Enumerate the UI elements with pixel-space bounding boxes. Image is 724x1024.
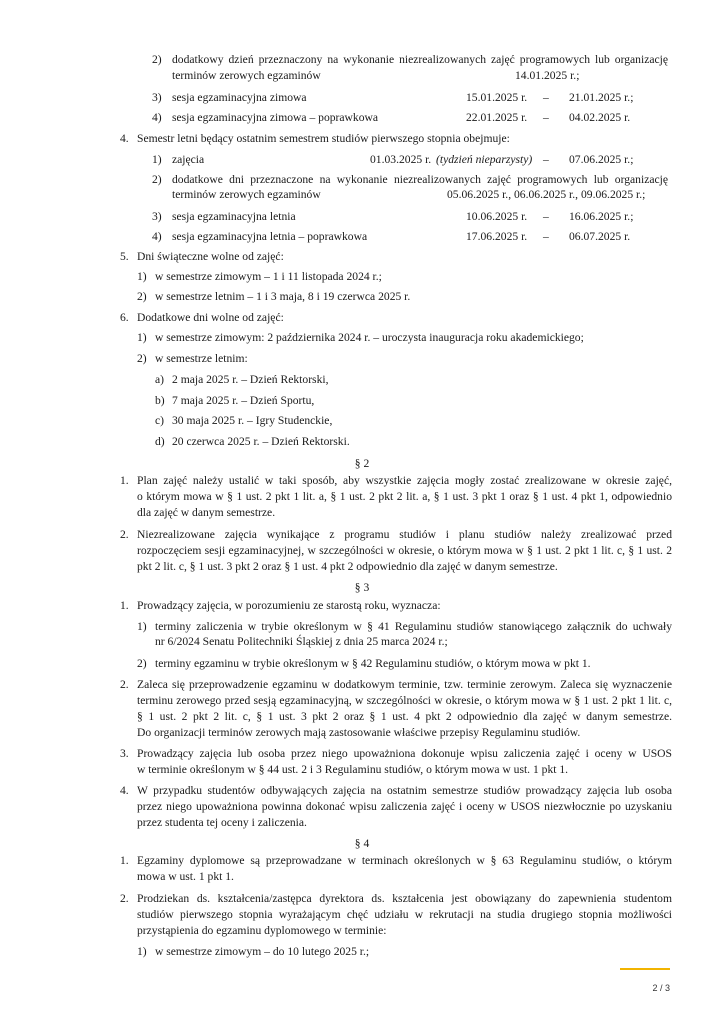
- paragraph-text: pkt 2 lit. c, § 1 ust. 3 pkt 2 oraz § 1 ust. 4 pkt 2 odpowiednio dla zajęć w danym semestrze.: [137, 560, 558, 573]
- date-note: (tydzień nieparzysty): [436, 153, 533, 166]
- paragraph-text: Do organizacji terminów zerowych mają zastosowanie właściwe przepisy Regulaminu studiów.: [137, 726, 581, 739]
- paragraph-number: 4.: [120, 132, 129, 145]
- list-item-text: sesja egzaminacyjna zimowa: [172, 91, 307, 104]
- list-item-text: sesja egzaminacyjna zimowa – poprawkowa: [172, 111, 379, 124]
- paragraph-number: 6.: [120, 311, 129, 324]
- paragraph-text: w terminie określonym w § 44 ust. 2 i 3 Regulaminu studiów, o którym mowa w ust. 1 pkt 1.: [137, 763, 569, 776]
- paragraph-text: Zaleca się przeprowadzenie egzaminu w dodatkowym terminie, tzw. terminie zerowym. Zaleca się wyznaczenie: [137, 678, 672, 691]
- paragraph-text: przez niego upoważniona powinna dokonać wpisu zaliczenia zajęć i oceny w USOS niezwłocznie po uzyskaniu: [137, 800, 672, 813]
- paragraph-number: 2.: [120, 678, 129, 691]
- list-item-text: 20 czerwca 2025 r. – Dzień Rektorski.: [172, 435, 350, 448]
- paragraph-text: W przypadku studentów odbywających zajęcia na ostatnim semestrze studiów prowadzący zajęcia lub osoba: [137, 784, 672, 797]
- item-letter: c): [155, 414, 165, 427]
- paragraph-text: o którym mowa w § 1 ust. 2 pkt 1 lit. a, § 1 ust. 2 pkt 2 lit. a, § 1 ust. 3 pkt 1 oraz § 1 ust. 4 pkt 1, odpowiednio: [137, 490, 672, 503]
- paragraph-number: 1.: [120, 599, 129, 612]
- item-letter: a): [155, 373, 165, 386]
- paragraph-number: 5.: [120, 250, 129, 263]
- list-item-text: dodatkowe dni przeznaczone na wykonanie niezrealizowanych zajęć programowych lub organizację: [172, 173, 668, 186]
- item-letter: b): [155, 394, 165, 407]
- list-item-text: terminy egzaminu w trybie określonym w § 42 Regulaminu studiów, o którym mowa w pkt 1.: [155, 657, 591, 670]
- item-number: 4): [152, 111, 162, 124]
- item-letter: d): [155, 435, 165, 448]
- section-heading: § 4: [354, 837, 370, 850]
- paragraph-text: przystąpienia do egzaminu dyplomowego w terminie:: [137, 924, 387, 937]
- paragraph-text: Prodziekan ds. kształcenia/zastępca dyrektora ds. kształcenia jest obowiązany do zapewnienia studentom: [137, 892, 672, 905]
- date-from: 01.03.2025 r.: [370, 153, 432, 166]
- paragraph-number: 1.: [120, 474, 129, 487]
- date-to: 07.06.2025 r.;: [569, 153, 634, 166]
- item-number: 2): [137, 657, 147, 670]
- date-from: 17.06.2025 r.: [466, 230, 528, 243]
- list-item-text: sesja egzaminacyjna letnia: [172, 210, 296, 223]
- paragraph-number: 2.: [120, 528, 129, 541]
- list-item-text: sesja egzaminacyjna letnia – poprawkowa: [172, 230, 368, 243]
- paragraph-text: studiów pierwszego stopnia wyrażającym chęć udziału w rekrutacji na studia drugiego stopnia możliwości: [137, 908, 672, 921]
- item-number: 2): [152, 173, 162, 186]
- list-item-text: w semestrze zimowym – do 10 lutego 2025 r.;: [155, 945, 370, 958]
- date-from: 15.01.2025 r.: [466, 91, 528, 104]
- date-value: 05.06.2025 r., 06.06.2025 r., 09.06.2025 r.;: [447, 188, 646, 201]
- date-from: 10.06.2025 r.: [466, 210, 528, 223]
- list-item-text: dodatkowy dzień przeznaczony na wykonanie niezrealizowanych zajęć programowych lub organizację: [172, 53, 668, 66]
- item-number: 1): [137, 620, 147, 633]
- date-to: 16.06.2025 r.;: [569, 210, 634, 223]
- date-dash: –: [543, 230, 549, 243]
- list-item-text: terminów zerowych egzaminów: [172, 69, 321, 82]
- footer-accent-line: [620, 968, 670, 970]
- date-dash: –: [543, 111, 549, 124]
- paragraph-text: § 1 ust. 2 pkt 2 lit. c, § 1 ust. 3 pkt 2 oraz § 1 ust. 4 pkt 2 odpowiednio dla zajęć w danym semestrze.: [137, 710, 672, 723]
- paragraph-text: Plan zajęć należy ustalić w taki sposób, aby wszystkie zajęcia mogły zostać zrealizowane w okresie zajęć,: [137, 474, 672, 487]
- list-item-text: 30 maja 2025 r. – Igry Studenckie,: [172, 414, 333, 427]
- page-number: 2 / 3: [652, 983, 670, 993]
- item-number: 2): [137, 352, 147, 365]
- paragraph-number: 2.: [120, 892, 129, 905]
- list-item-text: zajęcia: [172, 153, 205, 166]
- paragraph-text: dla zajęć w danym semestrze.: [137, 506, 276, 519]
- list-item-text: nr 6/2024 Senatu Politechniki Śląskiej z dnia 25 marca 2024 r.;: [155, 635, 448, 648]
- paragraph-text: mowa w ust. 1 pkt 1.: [137, 870, 234, 883]
- paragraph-text: Semestr letni będący ostatnim semestrem studiów pierwszego stopnia obejmuje:: [137, 132, 510, 145]
- item-number: 1): [137, 945, 147, 958]
- item-number: 1): [137, 270, 147, 283]
- section-heading: § 3: [354, 581, 370, 594]
- paragraph-number: 3.: [120, 747, 129, 760]
- list-item-text: w semestrze letnim:: [155, 352, 248, 365]
- section-heading: § 2: [354, 457, 370, 470]
- paragraph-text: Prowadzący zajęcia, w porozumieniu ze starostą roku, wyznacza:: [137, 599, 441, 612]
- date-value: 14.01.2025 r.;: [515, 69, 580, 82]
- list-item-text: terminów zerowych egzaminów: [172, 188, 321, 201]
- list-item-text: w semestrze zimowym: 2 października 2024 r. – uroczysta inauguracja roku akademickiego;: [155, 331, 584, 344]
- paragraph-text: przez studenta tej oceny i zaliczenia.: [137, 816, 307, 829]
- paragraph-text: Egzaminy dyplomowe są przeprowadzane w terminach określonych w § 63 Regulaminu studiów, o którym: [137, 854, 672, 867]
- item-number: 1): [137, 331, 147, 344]
- item-number: 4): [152, 230, 162, 243]
- list-item-text: 7 maja 2025 r. – Dzień Sportu,: [172, 394, 315, 407]
- date-from: 22.01.2025 r.: [466, 111, 528, 124]
- list-item-text: w semestrze letnim – 1 i 3 maja, 8 i 19 czerwca 2025 r.: [155, 290, 411, 303]
- item-number: 2): [152, 53, 162, 66]
- paragraph-text: Niezrealizowane zajęcia wynikające z programu studiów i planu studiów należy zrealizować przed: [137, 528, 672, 541]
- date-to: 21.01.2025 r.;: [569, 91, 634, 104]
- date-dash: –: [543, 91, 549, 104]
- paragraph-number: 1.: [120, 854, 129, 867]
- list-item-text: terminy zaliczenia w trybie określonym w § 41 Regulaminu studiów stanowiącego załącznik do uchwały: [155, 620, 672, 633]
- paragraph-text: Dodatkowe dni wolne od zajęć:: [137, 311, 284, 324]
- paragraph-text: Prowadzący zajęcia lub osoba przez niego upoważniona dokonuje wpisu zaliczenia zajęć i oceny w USOS: [137, 747, 672, 760]
- paragraph-text: terminu zerowego przed sesją egzaminacyjną, w szczególności w okresie, o którym mowa w § 1 ust. 2 pkt 1 lit. c,: [137, 694, 672, 707]
- item-number: 3): [152, 210, 162, 223]
- date-to: 04.02.2025 r.: [569, 111, 631, 124]
- paragraph-text: Dni świąteczne wolne od zajęć:: [137, 250, 284, 263]
- date-dash: –: [543, 153, 549, 166]
- item-number: 3): [152, 91, 162, 104]
- list-item-text: w semestrze zimowym – 1 i 11 listopada 2024 r.;: [155, 270, 382, 283]
- list-item-text: 2 maja 2025 r. – Dzień Rektorski,: [172, 373, 329, 386]
- paragraph-number: 4.: [120, 784, 129, 797]
- item-number: 1): [152, 153, 162, 166]
- item-number: 2): [137, 290, 147, 303]
- paragraph-text: rozpoczęciem sesji egzaminacyjnej, w szczególności w okresie, o którym mowa w § 1 ust. 2 pkt 1 lit. c, § 1 ust. 2: [137, 544, 672, 557]
- date-dash: –: [543, 210, 549, 223]
- date-to: 06.07.2025 r.: [569, 230, 631, 243]
